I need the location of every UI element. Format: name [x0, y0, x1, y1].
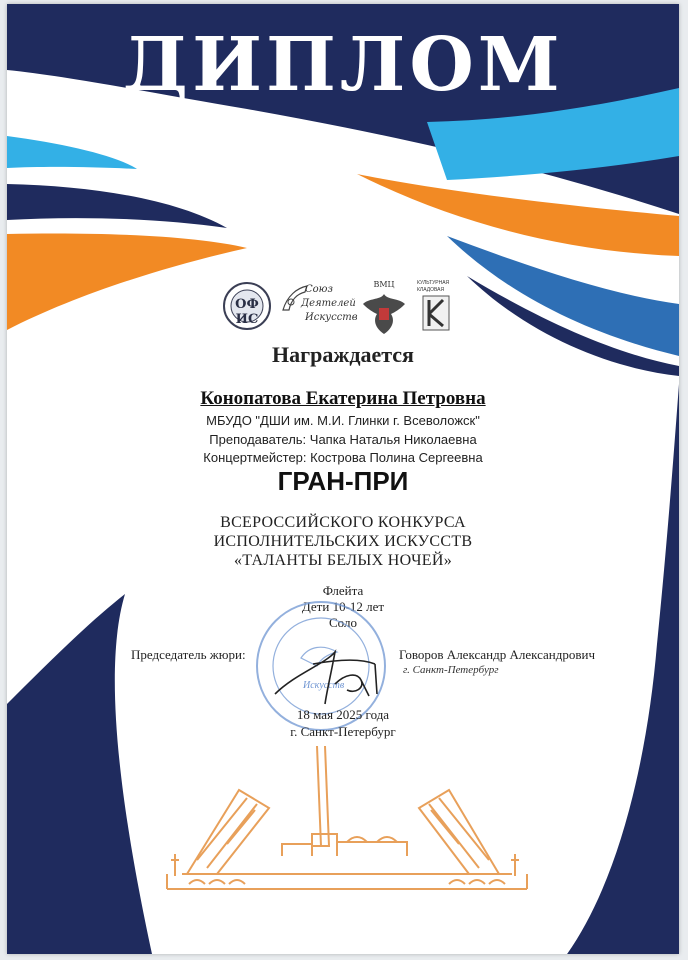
instrument: Флейта — [322, 583, 364, 598]
chair-label: Председатель жюри: — [131, 647, 246, 662]
category: Соло — [329, 615, 357, 630]
diploma-sheet — [7, 4, 679, 954]
ofis-logo: ОФ ИС — [222, 281, 272, 331]
orange-left-wave — [7, 234, 247, 330]
lightblue-left-stripe — [7, 136, 137, 169]
awarded-label: Награждается — [272, 342, 414, 367]
award-city: г. Санкт-Петербург — [290, 724, 396, 739]
kulturnaya-kladovaya-logo: КУЛЬТУРНАЯ КЛАДОВАЯ — [417, 280, 455, 338]
diploma-title: ДИПЛОМ — [122, 22, 564, 108]
stamp-text: Искусств — [303, 680, 345, 691]
teacher-line: Преподаватель: Чапка Наталья Николаевна — [209, 432, 477, 447]
school-name: МБУДО "ДШИ им. М.И. Глинки г. Всеволожск" — [206, 413, 480, 428]
vmc-logo: ВМЦ — [359, 280, 409, 336]
letter-k-emblem-icon — [421, 294, 451, 332]
chair-name: Говоров Александр Александрович — [399, 647, 596, 662]
prize-title: ГРАН-ПРИ — [277, 466, 409, 496]
chair-signature — [265, 634, 405, 714]
accompanist-line: Концертмейстер: Кострова Полина Сергеевна — [203, 450, 483, 465]
soyuz-deyatelei-logo: Союз Деятелей Искусств — [279, 280, 355, 336]
winner-name: Конопатова Екатерина Петровна — [200, 388, 486, 409]
eagle-emblem-icon — [359, 290, 409, 336]
chair-city: г. Санкт-Петербург — [403, 664, 499, 676]
competition-line-1: ВСЕРОССИЙСКОГО КОНКУРСА — [220, 514, 466, 531]
age-group: Дети 10-12 лет — [301, 599, 385, 614]
award-date: 18 мая 2025 года — [296, 707, 390, 722]
competition-line-2: ИСПОЛНИТЕЛЬСКИХ ИСКУССТВ — [213, 533, 473, 550]
competition-line-3: «ТАЛАНТЫ БЕЛЫХ НОЧЕЙ» — [233, 552, 453, 569]
bridge-illustration — [167, 746, 527, 889]
navy-left-wave — [7, 184, 227, 228]
